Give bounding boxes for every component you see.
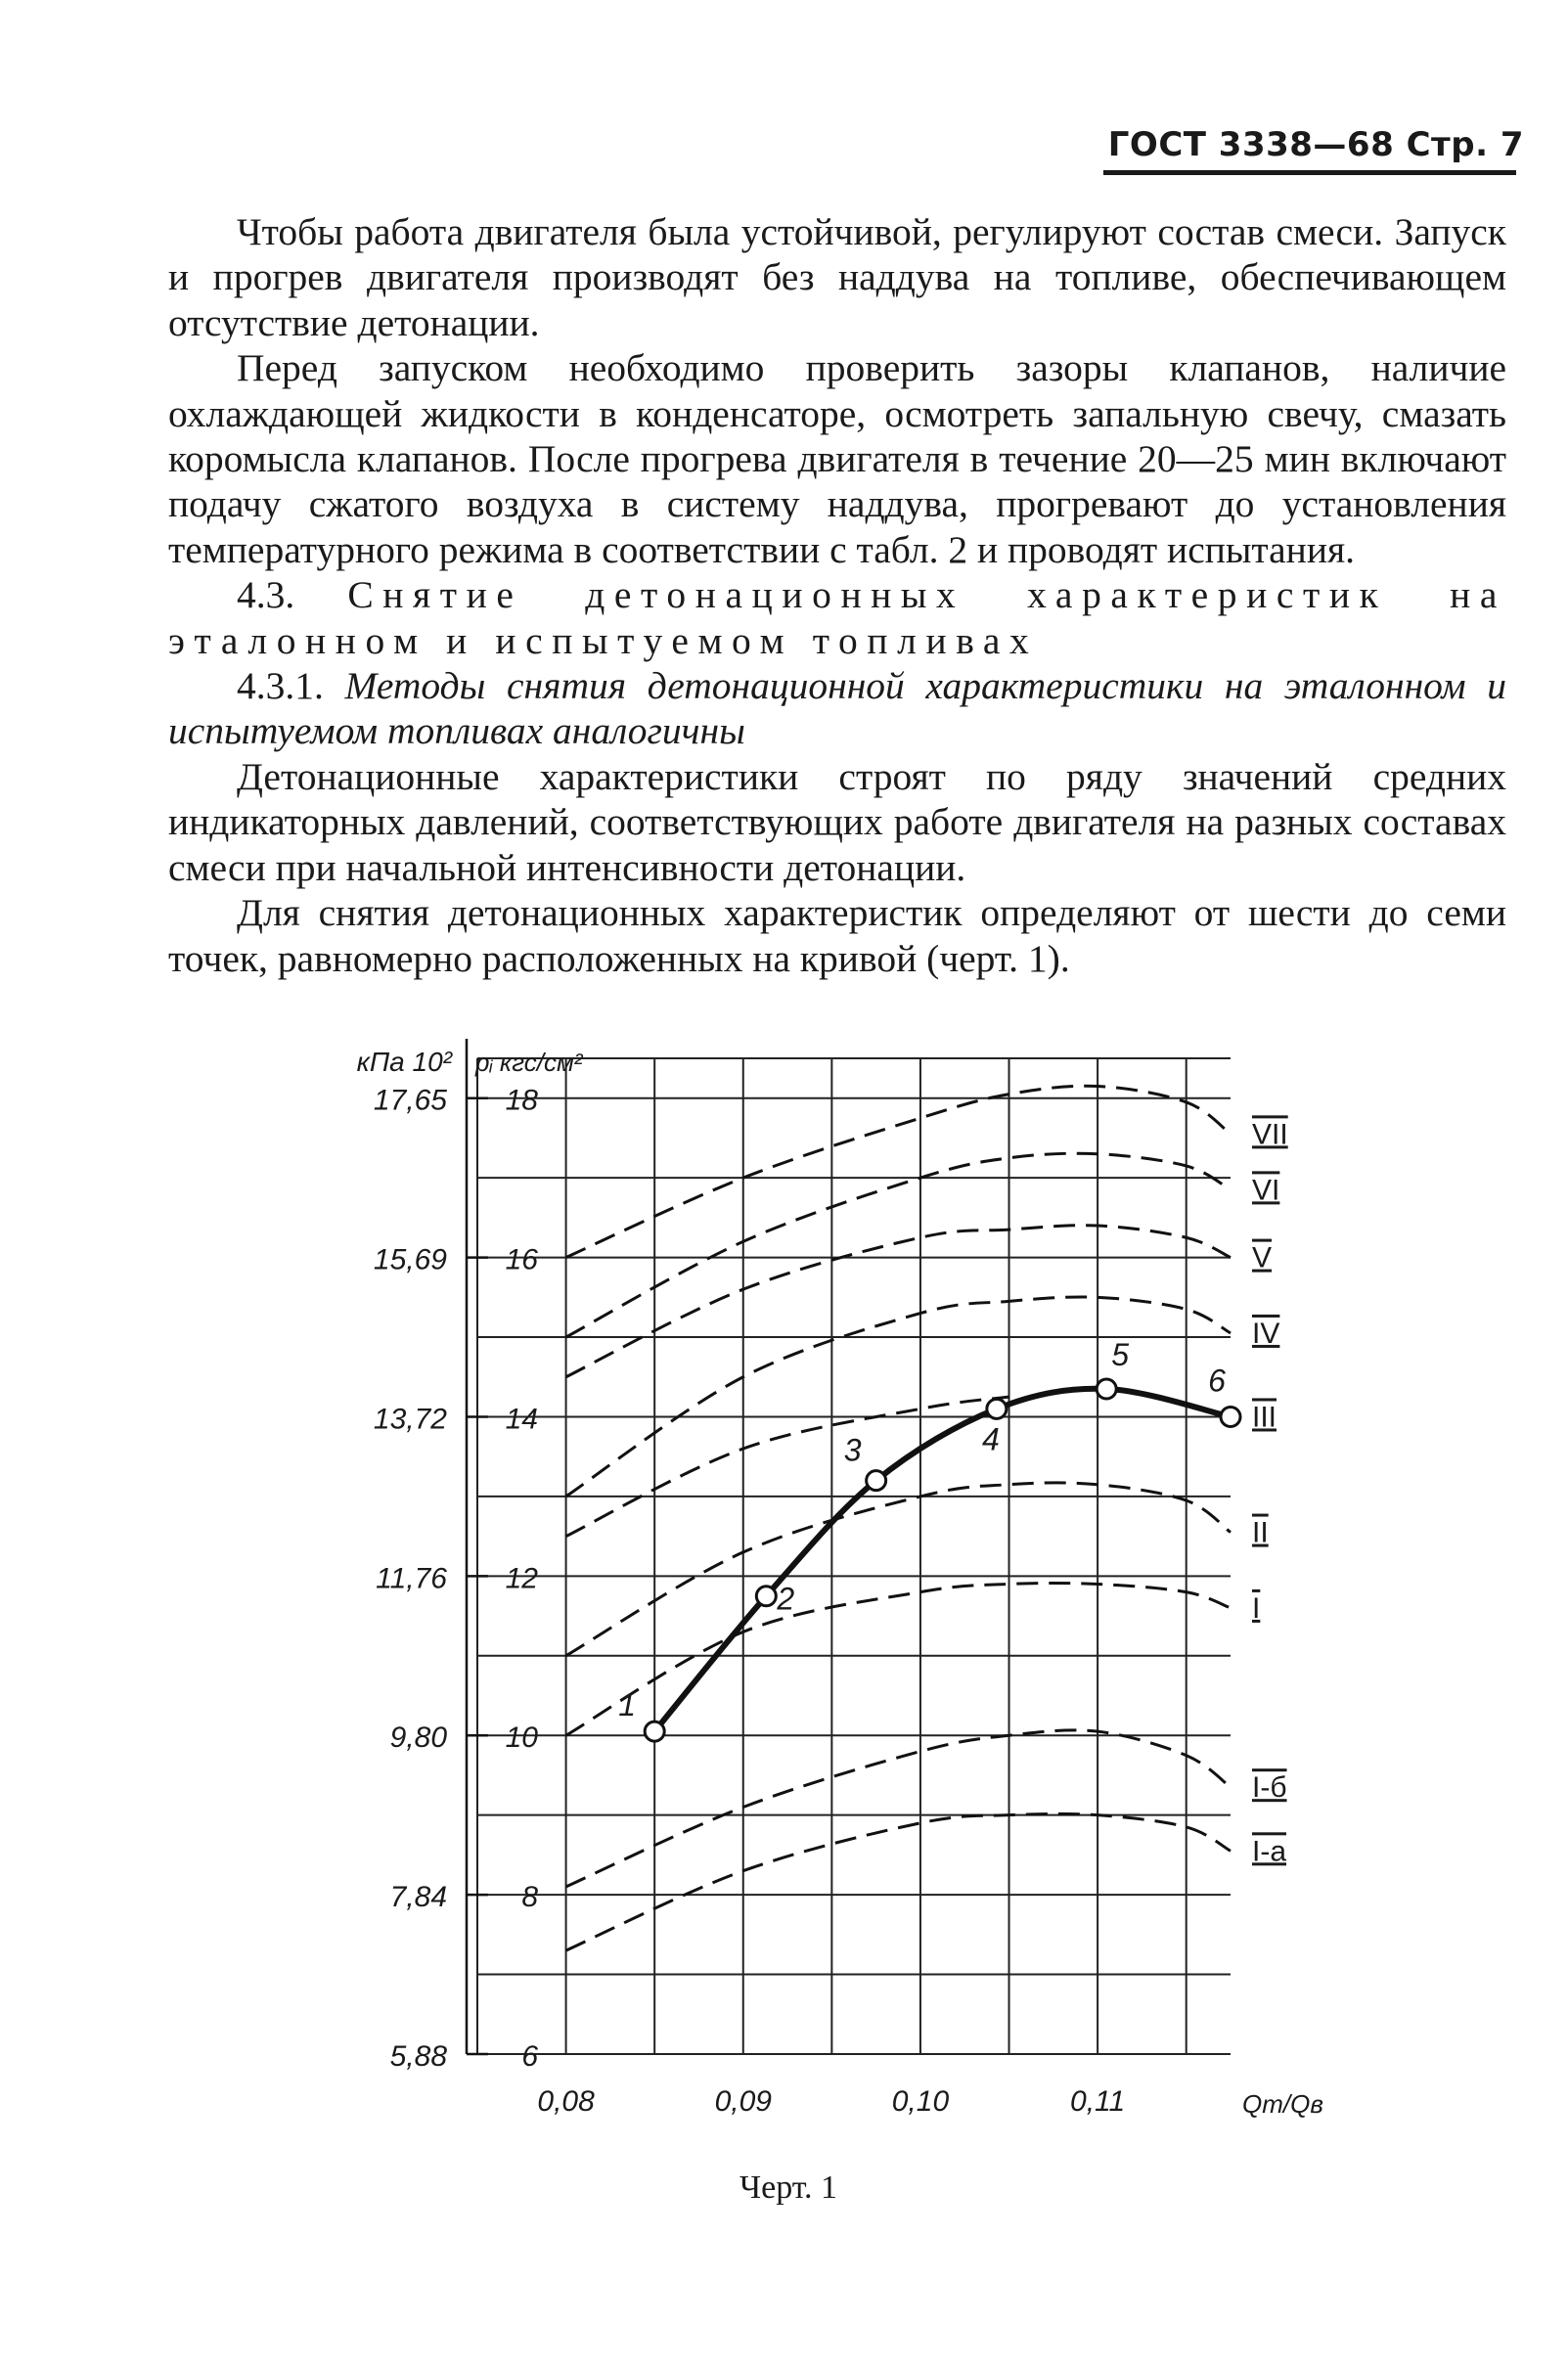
y-tick-label-kgs: 16 (505, 1243, 538, 1276)
y-tick-label-kpa: 9,80 (389, 1722, 447, 1755)
dashed-curve (566, 1483, 1231, 1656)
y-axis-label-kgs: pᵢ кгс/см² (475, 1048, 583, 1077)
section-4-3-1 (168, 663, 1506, 754)
body-text (168, 209, 1506, 981)
dashed-curve (566, 1086, 1231, 1257)
section-4-3-1-title: Методы снятия детонационной характеристики на эталонном и испытуемом топливах аналогичны (168, 664, 1506, 753)
y-tick-label-kgs: 18 (505, 1084, 538, 1117)
section-4-3-title: Снятие детонационных характеристик на эталонном и испытуемом топливах (168, 573, 1506, 662)
point-label: 4 (981, 1421, 1000, 1457)
curve-label: IV (1252, 1317, 1280, 1350)
paragraph-characteristics: Детонационные характеристики строят по ряду значений средних индикаторных давлений, соответствующих работе двигателя на разных составах смеси при начальной интенсивности детонации. (168, 754, 1506, 889)
y-tick-label-kpa: 17,65 (373, 1084, 447, 1117)
dashed-curve (566, 1397, 1009, 1537)
data-point (987, 1399, 1007, 1418)
chart-curves (566, 1086, 1288, 1950)
curve-label: I-б (1252, 1771, 1287, 1805)
section-4-3 (168, 572, 1506, 663)
data-point (756, 1587, 776, 1606)
x-axis-label: Qт/Qв (1242, 2089, 1323, 2119)
point-label: 6 (1208, 1363, 1226, 1399)
page-header: ГОСТ 3338—68 Стр. 7 (1107, 125, 1524, 164)
y-tick-label-kpa: 15,69 (373, 1243, 447, 1276)
chart-grid (477, 1058, 1231, 2054)
y-tick-label-kpa: 13,72 (373, 1403, 447, 1436)
section-4-3-number: 4.3. (237, 573, 295, 617)
data-point (867, 1471, 886, 1491)
y-tick-label-kgs: 6 (521, 2040, 538, 2073)
curve-label: I-а (1252, 1835, 1287, 1868)
paragraph-engine-stability: Чтобы работа двигателя была устойчивой, регулируют состав смеси. Запуск и прогрев двигателя производят без наддува на топливе, обеспечивающем отсутствие детонации. (168, 210, 1506, 344)
solid-curve (654, 1389, 1231, 1731)
data-point (1097, 1379, 1116, 1399)
paragraph-points: Для снятия детонационных характеристик определяют от шести до семи точек, равномерно расположенных на кривой (черт. 1). (168, 891, 1506, 980)
x-tick-label: 0,11 (1070, 2085, 1126, 2118)
x-tick-label: 0,09 (714, 2085, 772, 2118)
curve-label: VI (1252, 1174, 1280, 1207)
x-tick-label: 0,08 (537, 2085, 595, 2118)
y-tick-label-kgs: 8 (521, 1881, 538, 1914)
y-tick-label-kpa: 5,88 (389, 2040, 447, 2073)
point-label: 3 (843, 1432, 862, 1468)
curve-label: VII (1252, 1118, 1288, 1151)
dashed-curve (566, 1583, 1231, 1735)
curve-label: V (1252, 1241, 1273, 1274)
point-label: 1 (618, 1687, 637, 1723)
dashed-curve (566, 1153, 1231, 1337)
figure-caption: Черт. 1 (739, 2169, 838, 2206)
header-rule (1103, 170, 1516, 175)
y-tick-label-kgs: 14 (505, 1403, 538, 1436)
y-tick-label-kpa: 11,76 (376, 1562, 447, 1595)
detonation-chart (323, 1017, 1323, 2142)
y-axis-label-kpa: кПа 10² (356, 1047, 452, 1077)
curve-label: III (1252, 1401, 1277, 1434)
y-tick-label-kpa: 7,84 (389, 1881, 447, 1914)
dashed-curve (566, 1730, 1231, 1887)
data-point (645, 1722, 664, 1741)
curve-label: II (1252, 1516, 1269, 1549)
y-tick-label-kgs: 10 (505, 1722, 538, 1755)
y-tick-label-kgs: 12 (505, 1562, 538, 1595)
point-label: 2 (777, 1581, 795, 1617)
x-tick-label: 0,10 (891, 2085, 950, 2118)
point-label: 5 (1111, 1336, 1130, 1372)
paragraph-pre-start-checks: Перед запуском необходимо проверить зазоры клапанов, наличие охлаждающей жидкости в конденсаторе, осмотреть запальную свечу, смазать коромысла клапанов. После прогрева двигателя в течение 20—25 мин включают подачу сжатого воздуха в систему наддува, прогревают до установления температурного режима в соответствии с табл. 2 и проводят испытания. (168, 346, 1506, 571)
chart-axes (357, 1039, 1323, 2119)
curve-label: I (1252, 1591, 1261, 1625)
dashed-curve (566, 1813, 1231, 1950)
section-4-3-1-number: 4.3.1. (237, 664, 324, 708)
data-point (1221, 1407, 1240, 1426)
